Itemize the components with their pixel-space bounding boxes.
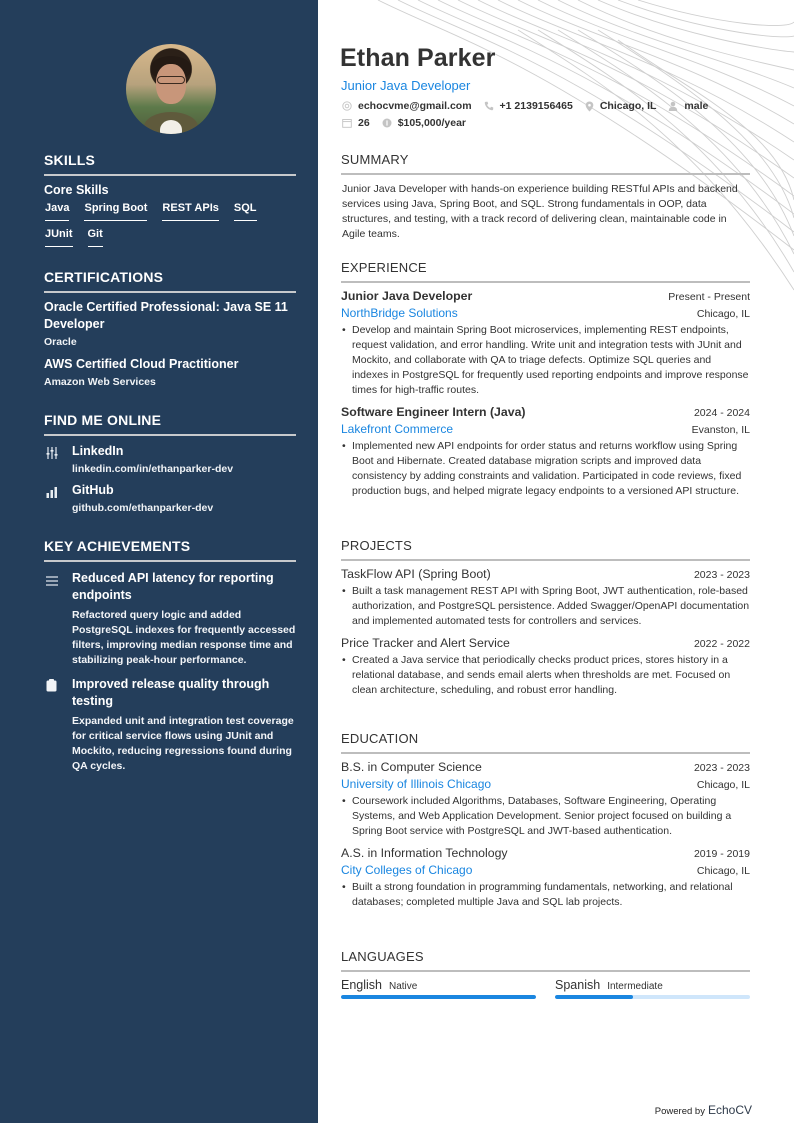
skill-tag: JUnit: [45, 228, 73, 247]
achievement-description: Expanded unit and integration test coverage for critical service flows using JUnit and Mockito, reducing regressions found during QA cycles.: [72, 715, 294, 772]
language-proficiency-bar: [341, 995, 536, 999]
job-bullets: [341, 323, 750, 398]
education-dates: 2019 - 2019: [693, 848, 750, 860]
bullet-item: • Created a Java service that periodically checks product prices, stores history in a relational database, and sends email alerts when thresholds are met. Focused on clean architecture, scheduling, and robust error handling.: [341, 653, 750, 698]
school-location: Chicago, IL: [696, 865, 750, 877]
at-icon: [342, 101, 352, 111]
contact-row-1: [342, 100, 720, 112]
education-dates: 2023 - 2023: [693, 762, 750, 774]
certification-issuer: Amazon Web Services: [44, 376, 156, 388]
achievement-title: Reduced API latency for reporting endpoints: [72, 571, 274, 602]
brand-link[interactable]: EchoCV: [707, 1103, 752, 1117]
phone-icon: [484, 101, 494, 111]
candidate-role: Junior Java Developer: [341, 78, 471, 93]
project-bullets: [341, 653, 750, 698]
bullet-item: • Implemented new API endpoints for order status and returns workflow using Spring Boot and Hibernate. Created database migration scripts and improved data consistency by adding constraints and validation. Participated in code reviews, fixed production bugs, and helped migrate legacy endpoints to a versioned API structure.: [341, 439, 750, 499]
avatar: [126, 44, 216, 134]
language-proficiency-fill: [341, 995, 536, 999]
section-title: EDUCATION: [341, 731, 750, 754]
gender-text: male: [684, 100, 709, 112]
language-item: [555, 978, 750, 999]
section-title: PROJECTS: [341, 538, 750, 561]
job-dates: 2024 - 2024: [693, 407, 750, 419]
language-proficiency-bar: [555, 995, 750, 999]
language-proficiency-fill: [555, 995, 633, 999]
certification-issuer: Oracle: [44, 336, 77, 348]
salary-text: $105,000/year: [397, 117, 467, 129]
education-entry: [341, 846, 750, 910]
contact-salary: [382, 117, 466, 129]
certification-name: Oracle Certified Professional: Java SE 11 Developer: [44, 300, 288, 331]
certification-item: [44, 356, 296, 388]
job-location: Chicago, IL: [696, 308, 750, 320]
location-text: Chicago, IL: [599, 100, 657, 112]
achievement-item: [44, 570, 296, 668]
education-bullets: [341, 880, 750, 910]
languages-section: [341, 949, 750, 999]
section-title: EXPERIENCE: [341, 260, 750, 283]
job-bullets: [341, 439, 750, 499]
experience-entry: [341, 289, 750, 398]
skill-tag: Git: [88, 228, 103, 247]
powered-by-label: Powered by: [654, 1106, 705, 1117]
bullet-item: • Built a strong foundation in programming fundamentals, networking, and relational databases; completed multiple Java and SQL lab projects.: [341, 880, 750, 910]
language-level: Intermediate: [607, 981, 663, 992]
skill-tag: SQL: [234, 202, 257, 221]
profile-link-name: LinkedIn: [72, 444, 124, 458]
skill-tag: Java: [45, 202, 69, 221]
language-name: Spanish: [555, 978, 601, 992]
profile-link-url[interactable]: github.com/ethanparker-dev: [72, 502, 214, 514]
section-title: FIND ME ONLINE: [44, 412, 296, 436]
language-item: [341, 978, 536, 999]
sidebar: [0, 0, 318, 1123]
degree-name: A.S. in Information Technology: [341, 846, 508, 860]
experience-entry: [341, 405, 750, 499]
location-pin-icon: [585, 101, 594, 112]
language-name: English: [341, 978, 382, 992]
project-dates: 2022 - 2022: [693, 638, 750, 650]
education-entry: [341, 760, 750, 839]
company-name: NorthBridge Solutions: [341, 306, 458, 320]
section-title: LANGUAGES: [341, 949, 750, 972]
project-dates: 2023 - 2023: [693, 569, 750, 581]
job-dates: Present - Present: [668, 291, 750, 303]
project-entry: [341, 567, 750, 629]
profile-link-github[interactable]: [44, 483, 296, 514]
job-title: Junior Java Developer: [341, 289, 473, 303]
language-level: Native: [389, 981, 418, 992]
education-bullets: [341, 794, 750, 839]
education-section: [341, 731, 750, 910]
clipboard-icon: [44, 676, 72, 774]
company-name: Lakefront Commerce: [341, 422, 454, 436]
achievement-item: [44, 676, 296, 774]
section-title: SKILLS: [44, 152, 296, 176]
profile-link-url[interactable]: linkedin.com/in/ethanparker-dev: [72, 463, 234, 475]
menu-lines-icon: [44, 570, 72, 668]
school-name: City Colleges of Chicago: [341, 863, 473, 877]
bullet-item: • Built a task management REST API with Spring Boot, JWT authentication, role-based authorization, and PostgreSQL persistence. Added Swagger/OpenAPI documentation and implemented automated tests for controllers and services.: [341, 584, 750, 629]
skill-tag: REST APIs: [162, 202, 218, 221]
skills-section: [44, 152, 296, 254]
skills-list: [44, 202, 296, 254]
projects-section: [341, 538, 750, 698]
age-text: 26: [358, 117, 370, 129]
achievement-title: Improved release quality through testing: [72, 677, 270, 708]
profile-link-linkedin[interactable]: [44, 444, 296, 475]
project-title: Price Tracker and Alert Service: [341, 636, 510, 650]
sliders-icon: [44, 444, 72, 475]
contact-age: [342, 117, 370, 129]
calendar-icon: [342, 118, 352, 128]
certifications-section: [44, 269, 296, 388]
section-title: CERTIFICATIONS: [44, 269, 296, 293]
contact-row-2: [342, 117, 478, 129]
certification-item: [44, 299, 296, 348]
bar-chart-icon: [44, 483, 72, 514]
skills-group-label: Core Skills: [44, 183, 109, 197]
online-section: [44, 412, 296, 514]
bullet-item: • Develop and maintain Spring Boot microservices, implementing REST endpoints, request validation, and error handling. Write unit and integration tests with JUnit and Mockito, and collaborate with QA to triage defects. Optimize SQL queries and indexes in PostgreSQL for frequently used reporting endpoints and improve response times for high-traffic routes.: [341, 323, 750, 398]
project-bullets: [341, 584, 750, 629]
footer: [655, 1103, 752, 1117]
experience-section: [341, 260, 750, 499]
profile-link-name: GitHub: [72, 483, 114, 497]
project-entry: [341, 636, 750, 698]
certification-name: AWS Certified Cloud Practitioner: [44, 357, 239, 371]
coin-icon: [382, 118, 392, 128]
languages-list: [341, 978, 750, 999]
contact-email[interactable]: [342, 100, 472, 112]
achievements-section: [44, 538, 296, 774]
candidate-name: Ethan Parker: [340, 44, 496, 72]
summary-text: Junior Java Developer with hands-on experience building RESTful APIs and backend services using Java, Spring Boot, and SQL. Strong fundamentals in OOP, data structures, and testing, with a track record of delivering clean, maintainable code in Agile teams.: [342, 183, 738, 240]
email-text: echocvme@gmail.com: [358, 100, 472, 112]
job-location: Evanston, IL: [691, 424, 750, 436]
contact-gender: [668, 100, 708, 112]
job-title: Software Engineer Intern (Java): [341, 405, 526, 419]
section-title: KEY ACHIEVEMENTS: [44, 538, 296, 562]
achievement-description: Refactored query logic and added PostgreSQL indexes for frequently accessed filters, improving median response time and stabilizing peak-hour performance.: [72, 609, 296, 666]
school-name: University of Illinois Chicago: [341, 777, 492, 791]
degree-name: B.S. in Computer Science: [341, 760, 482, 774]
summary-section: [341, 152, 750, 242]
contact-phone[interactable]: [484, 100, 573, 112]
bullet-item: • Coursework included Algorithms, Databases, Software Engineering, Operating Systems, and Web Application Development. Senior project focused on building a Spring Boot service with PostgreSQL and JWT-based authentication.: [341, 794, 750, 839]
project-title: TaskFlow API (Spring Boot): [341, 567, 491, 581]
phone-text: +1 2139156465: [499, 100, 573, 112]
school-location: Chicago, IL: [696, 779, 750, 791]
contact-location: [585, 100, 657, 112]
skill-tag: Spring Boot: [84, 202, 147, 221]
user-icon: [668, 101, 678, 111]
section-title: SUMMARY: [341, 152, 750, 175]
